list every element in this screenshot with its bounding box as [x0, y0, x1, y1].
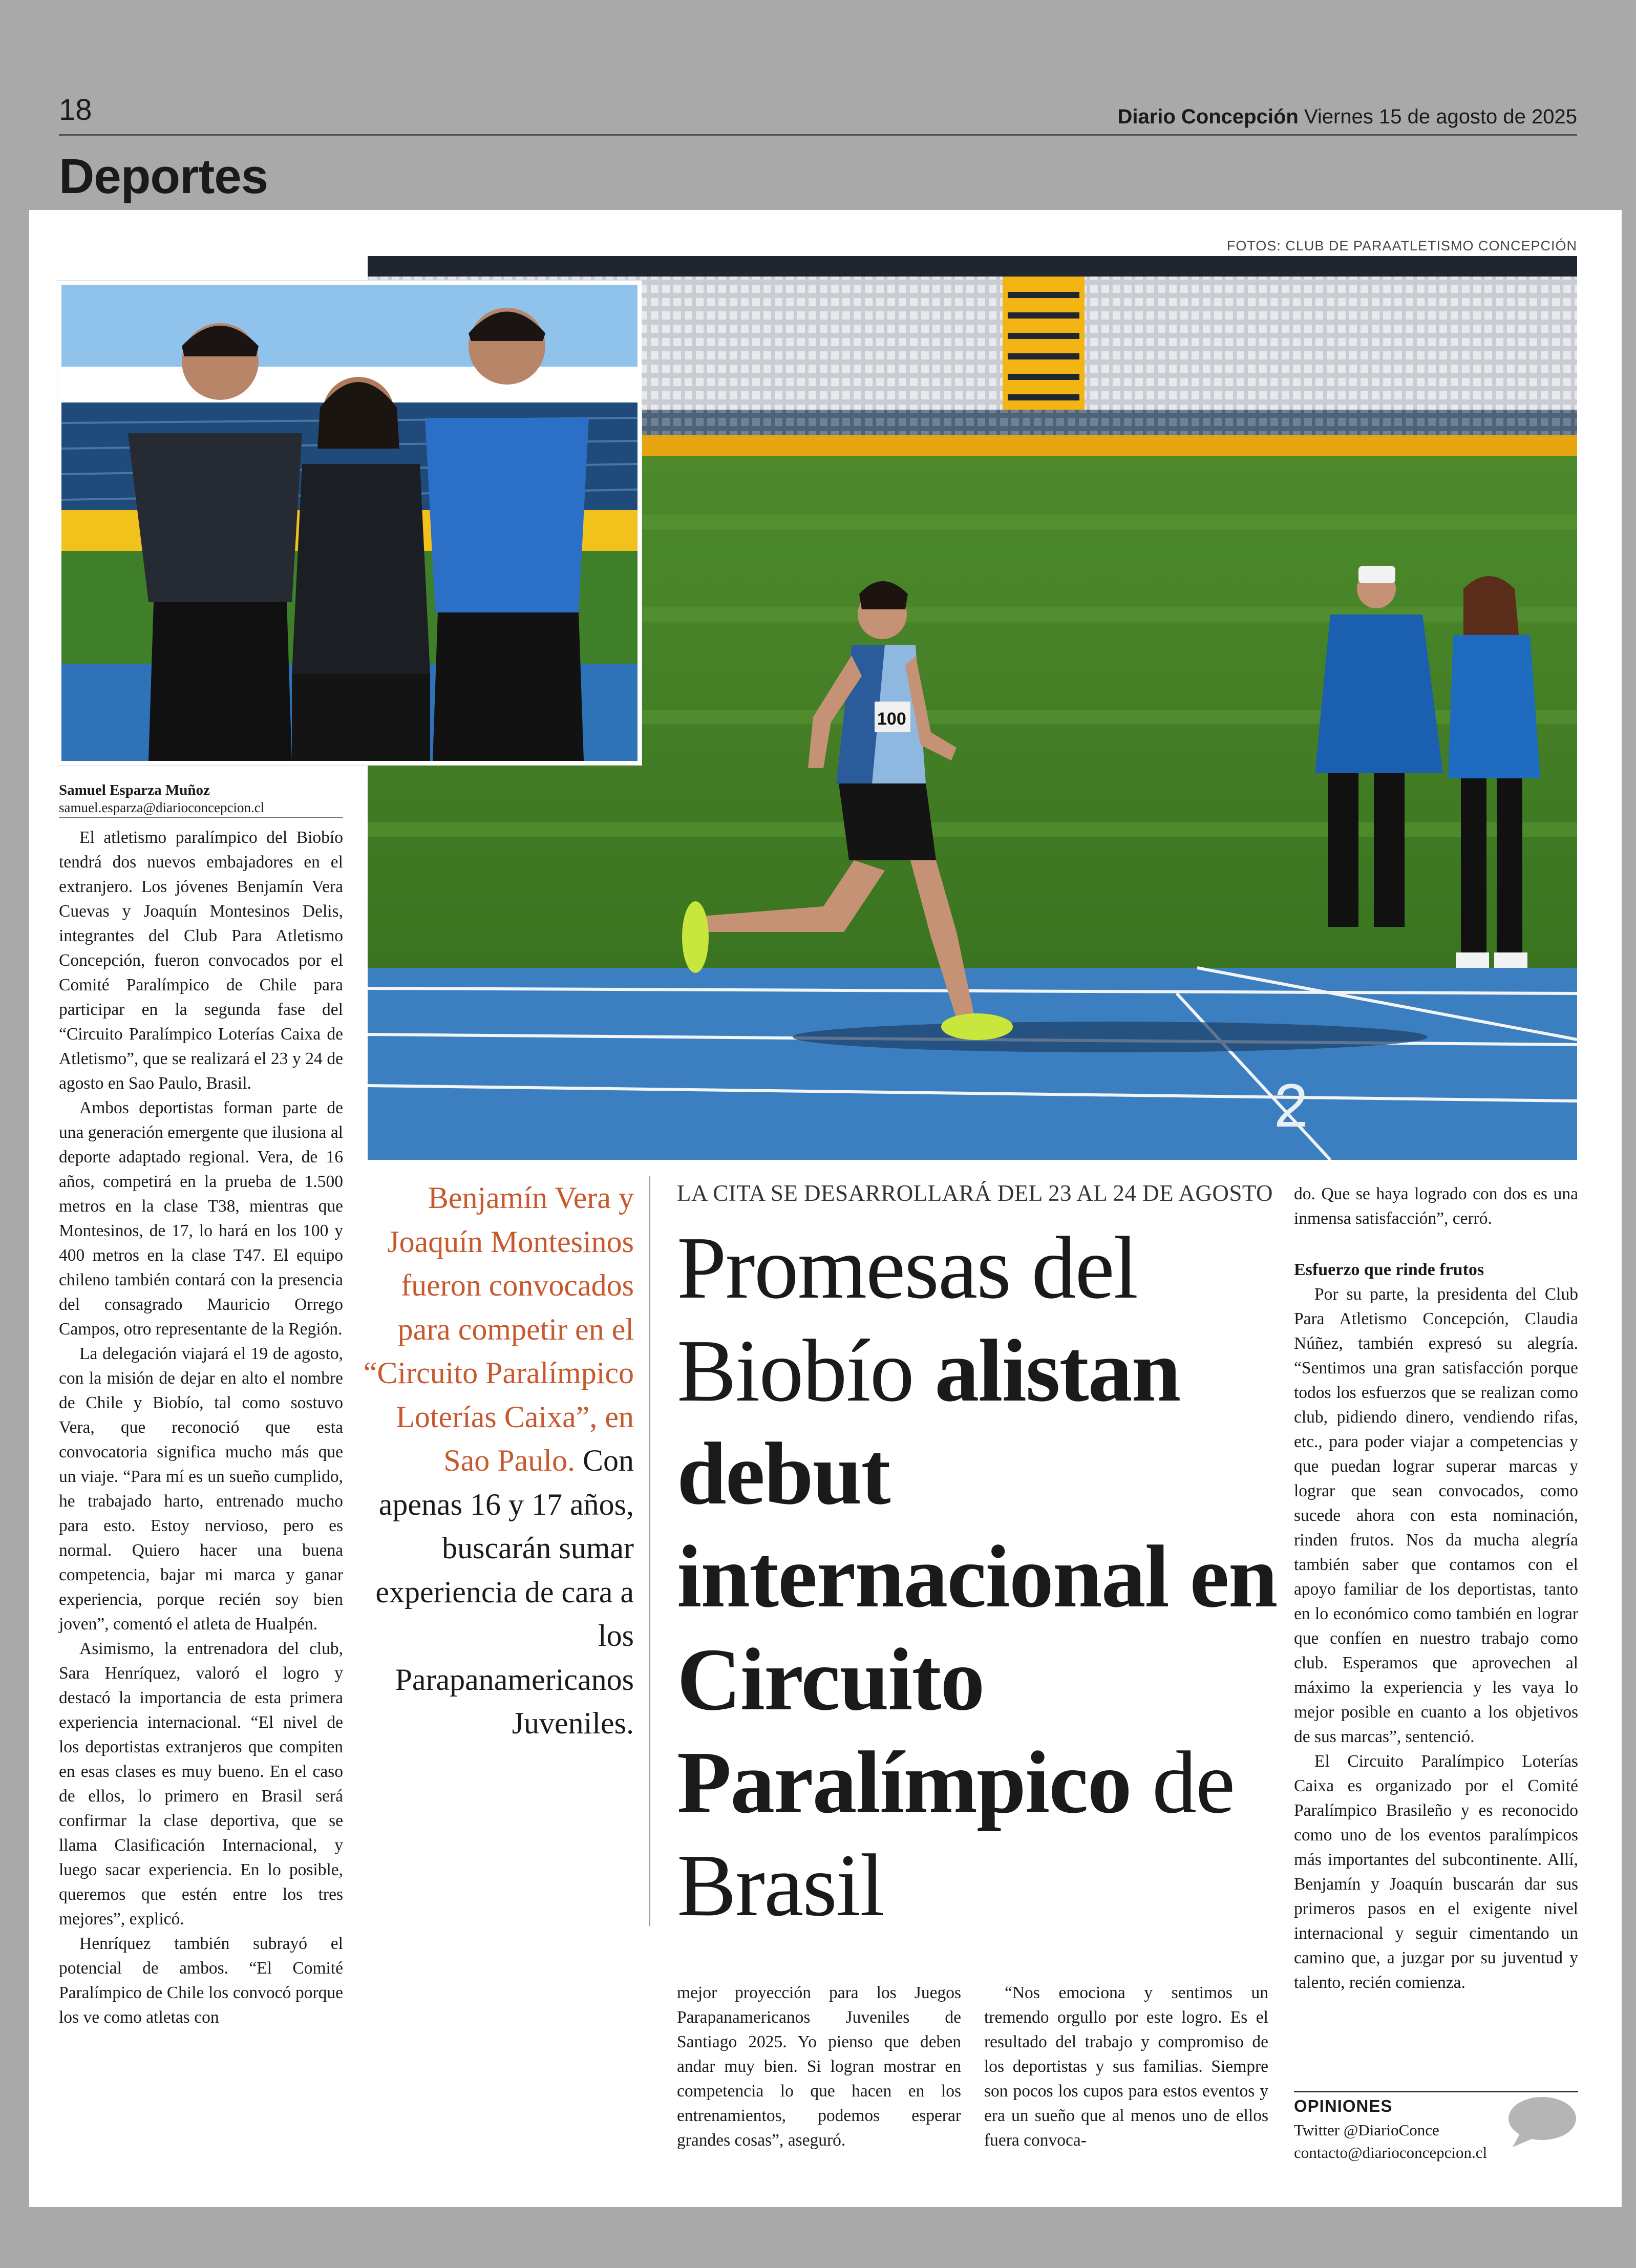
headline-part-2: alistan debut internacional en Circuito Paralímpico	[677, 1321, 1277, 1832]
lane-number: 2	[1274, 1071, 1308, 1140]
paragraph: La delegación viajará el 19 de agosto, con la misión de dejar en alto el nombre de Chile y Biobío, tal como sostuvo Vera, que reconoció que esta convocatoria significa mucho más que un viaje. “Para mí es un sueño cumplido, he trabajado harto, entrenado mucho para esto. Estoy nervioso, pero es normal. Quiero hacer una buena competencia, bajar mi marca y ganar experiencia, porque recién soy bien joven”, comentó el atleta de Hualpén.	[59, 1344, 343, 1634]
pull-quote-highlight: Benjamín Vera y Joaquín Montesinos fueron convocados para competir en el “Circuito Paralímpico Loterías Caixa”, en Sao Paulo.	[363, 1181, 634, 1477]
paragraph: El atletismo paralímpico del Biobío tendrá dos nuevos embajadores en el extranjero. Los jóvenes Benjamín Vera Cuevas y Joaquín Montesinos Delis, integrantes del Club Para Atletismo Concepción, fueron convocados por el Comité Paralímpico de Chile para participar en la segunda fase del “Circuito Paralímpico Loterías Caixa de Atletismo”, que se realizará el 23 y 24 de agosto en Sao Paulo, Brasil.	[59, 828, 343, 1093]
byline-name: Samuel Esparza Muñoz	[59, 782, 210, 798]
byline-email[interactable]: samuel.esparza@diarioconcepcion.cl	[59, 800, 265, 815]
column-divider	[649, 1176, 650, 1926]
body-column-4	[1294, 1182, 1578, 1995]
opiniones-twitter[interactable]: Twitter @DiarioConce	[1294, 2121, 1439, 2139]
paragraph: “Nos emociona y sentimos un tremendo orgullo por este logro. Es el resultado del trabajo y compromiso de los deportistas y sus familias. Siempre son pocos los cupos para estos eventos y era un sueño que al menos uno de ellos fuera convoca-	[984, 1983, 1268, 2150]
paragraph: mejor proyección para los Juegos Parapanamericanos Juveniles de Santiago 2025. Yo pienso que deben andar muy bien. Si logran mostrar en competencia lo que hacen en los entrenamientos, podemos esperar grandes cosas”, aseguró.	[677, 1983, 961, 2150]
inset-photo	[57, 281, 642, 765]
opiniones-rule	[1294, 2091, 1578, 2092]
pull-quote-text: Con apenas 16 y 17 años, buscarán sumar experiencia de cara a los Parapanamericanos Juveniles.	[375, 1444, 634, 1740]
paragraph: El Circuito Paralímpico Loterías Caixa es organizado por el Comité Paralímpico Brasileño y es reconocido como uno de los eventos paralímpicos más importantes del subcontinente. Allí, Benjamín y Joaquín buscarán dar sus primeros pasos en el exigente nivel internacional y seguir cimentando un camino que, a juzgar por su juventud y talento, recién comienza.	[1294, 1752, 1578, 1992]
bib-number: 100	[877, 709, 906, 729]
subheading: Esfuerzo que rinde frutos	[1294, 1260, 1484, 1279]
byline-rule	[59, 817, 343, 818]
headline-part-1: Promesas del Biobío	[677, 1218, 1138, 1420]
kicker: LA CITA SE DESARROLLARÁ DEL 23 AL 24 DE AGOSTO	[677, 1180, 1273, 1206]
opiniones-email[interactable]: contacto@diarioconcepcion.cl	[1294, 2144, 1488, 2161]
body-column-1	[59, 825, 343, 2030]
section-title: Deportes	[59, 149, 268, 204]
speech-bubble-icon	[1505, 2095, 1577, 2148]
masthead	[1117, 105, 1577, 129]
headline	[677, 1216, 1291, 1937]
paragraph: Por su parte, la presidenta del Club Para Atletismo Concepción, Claudia Núñez, también expresó su alegría. “Sentimos una gran satisfacción porque todos los esfuerzos que se realizan como club, pidiendo dinero, vendiendo rifas, etc., para poder viajar a competencias y que puedan lograr superar marcas y lograr que sean convocados, como sucede ahora con esta nominación, rinden frutos. Nos da mucha alegría también saber que contamos con el apoyo familiar de los deportistas, tanto en lo económico como también en lograr que confíen en nuestro trabajo como club. Esperamos que aprovechen al máximo la experiencia y les vaya lo mejor posible en cuanto a los objetivos de sus marcas”, sentenció.	[1294, 1285, 1578, 1746]
photo-credit: FOTOS: CLUB DE PARAATLETISMO CONCEPCIÓN	[1226, 238, 1577, 253]
paragraph: Henríquez también subrayó el potencial de ambos. “El Comité Paralímpico de Chile los convocó porque los ve como atletas con	[59, 1934, 343, 2027]
athletes-coach-photo	[61, 285, 638, 761]
headline-part-3: de Brasil	[677, 1733, 1235, 1935]
issue-date: Viernes 15 de agosto de 2025	[1304, 105, 1577, 128]
body-column-2	[677, 1981, 961, 2153]
paragraph: do. Que se haya logrado con dos es una inmensa satisfacción”, cerró.	[1294, 1184, 1578, 1228]
opiniones-title: OPINIONES	[1294, 2096, 1393, 2115]
paper-name: Diario Concepción	[1117, 105, 1299, 128]
header-rule	[59, 134, 1577, 136]
paragraph: Asimismo, la entrenadora del club, Sara Henríquez, valoró el logro y destacó la importancia de esta primera experiencia internacional. “El nivel de los deportistas extranjeros que compiten en esas clases es muy bueno. En el caso de ellos, lo primero en Brasil será confirmar la clase deportiva, que se llama Clasificación Internacional, y luego sacar experiencia. En lo posible, queremos que estén entre los tres mejores”, explicó.	[59, 1639, 343, 1928]
pull-quote	[358, 1176, 634, 1746]
body-column-3	[984, 1981, 1268, 2153]
paragraph: Ambos deportistas forman parte de una generación emergente que ilusiona al deporte adaptado regional. Vera, de 16 años, competirá en la prueba de 1.500 metros en la clase T38, mientras que Montesinos, de 17, lo hará en los 100 y 400 metros en la clase T47. El equipo chileno también contará con la presencia del consagrado Mauricio Orrego Campos, otro representante de la Región.	[59, 1098, 343, 1339]
page-number: 18	[59, 93, 92, 126]
